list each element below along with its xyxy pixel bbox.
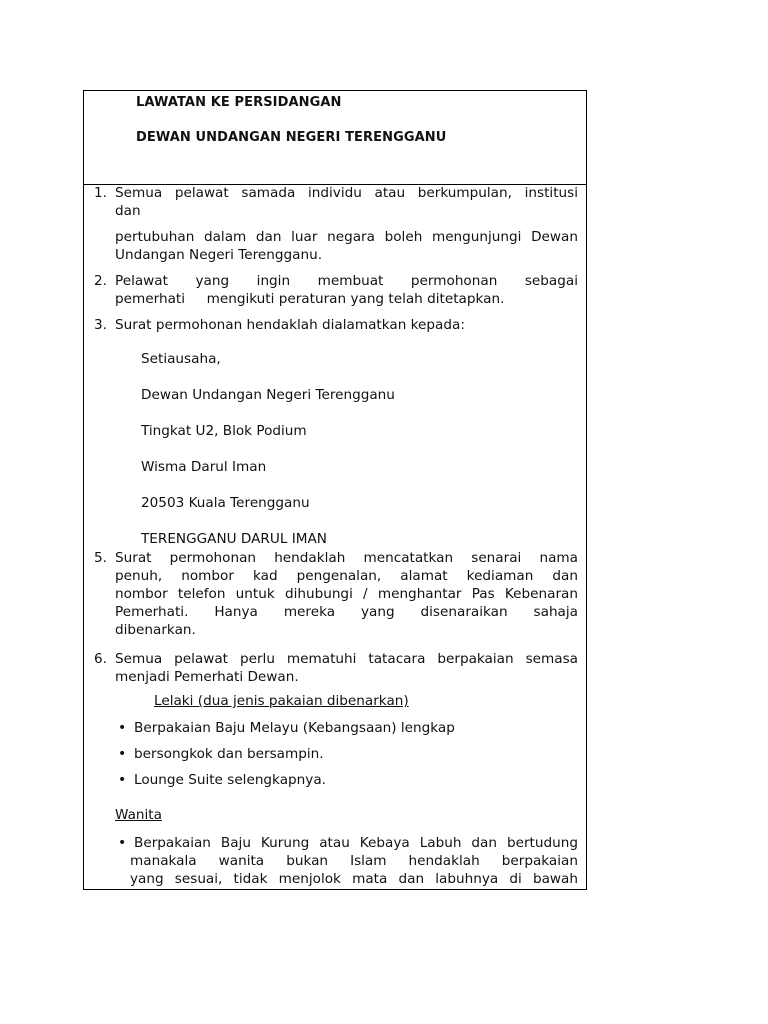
document-table — [83, 90, 587, 890]
item-number: 3. — [94, 317, 107, 333]
item-text: Semua pelawat perlu mematuhi tatacara berpakaian semasa — [115, 651, 578, 667]
item-text: Surat permohonan hendaklah mencatatkan senarai nama — [115, 550, 578, 566]
item-text: Surat permohonan hendaklah dialamatkan kepada: — [115, 317, 465, 333]
address-line-5: 20503 Kuala Terengganu — [141, 495, 310, 511]
body-cell — [84, 184, 586, 889]
bullet-text: Lounge Suite selengkapnya. — [134, 772, 326, 788]
title-line-2: DEWAN UNDANGAN NEGERI TERENGGANU — [136, 130, 447, 145]
bullet-icon: • — [118, 746, 127, 762]
item-text: Semua pelawat samada individu atau berkumpulan, institusi — [115, 185, 578, 201]
lelaki-heading: Lelaki (dua jenis pakaian dibenarkan) — [154, 693, 409, 709]
item-text: dibenarkan. — [115, 622, 196, 638]
title-line-1: LAWATAN KE PERSIDANGAN — [136, 95, 342, 110]
item-text: penuh, nombor kad pengenalan, alamat kediaman dan — [115, 568, 578, 584]
item-number: 1. — [94, 185, 107, 201]
item-text: pemerhati mengikuti peraturan yang telah ditetapkan. — [115, 291, 505, 307]
item-text: Pemerhati. Hanya mereka yang disenaraikan sahaja — [115, 604, 578, 620]
item-text: Pelawat yang ingin membuat permohonan sebagai — [115, 273, 578, 289]
item-text: Undangan Negeri Terengganu. — [115, 247, 323, 263]
item-number: 2. — [94, 273, 107, 289]
item-text: nombor telefon untuk dihubungi / menghantar Pas Kebenaran — [115, 586, 578, 602]
address-line-4: Wisma Darul Iman — [141, 459, 267, 475]
header-cell — [84, 91, 586, 185]
address-line-1: Setiausaha, — [141, 351, 221, 367]
bullet-icon: • — [118, 835, 127, 851]
address-line-3: Tingkat U2, Blok Podium — [141, 423, 307, 439]
item-text: pertubuhan dalam dan luar negara boleh mengunjungi Dewan — [115, 229, 578, 245]
item-text: menjadi Pemerhati Dewan. — [115, 669, 299, 685]
item-number: 6. — [94, 651, 107, 667]
bullet-text: Berpakaian Baju Melayu (Kebangsaan) lengkap — [134, 720, 455, 736]
bullet-text: manakala wanita bukan Islam hendaklah berpakaian — [130, 853, 578, 869]
address-line-2: Dewan Undangan Negeri Terengganu — [141, 387, 395, 403]
bullet-icon: • — [118, 772, 127, 788]
bullet-icon: • — [118, 720, 127, 736]
bullet-text: yang sesuai, tidak menjolok mata dan labuhnya di bawah — [130, 871, 578, 887]
bullet-text: bersongkok dan bersampin. — [134, 746, 324, 762]
item-number: 5. — [94, 550, 107, 566]
address-line-6: TERENGGANU DARUL IMAN — [141, 531, 327, 547]
wanita-heading: Wanita — [115, 807, 162, 823]
bullet-text: Berpakaian Baju Kurung atau Kebaya Labuh dan bertudung — [134, 835, 578, 851]
item-text: dan — [115, 203, 141, 219]
